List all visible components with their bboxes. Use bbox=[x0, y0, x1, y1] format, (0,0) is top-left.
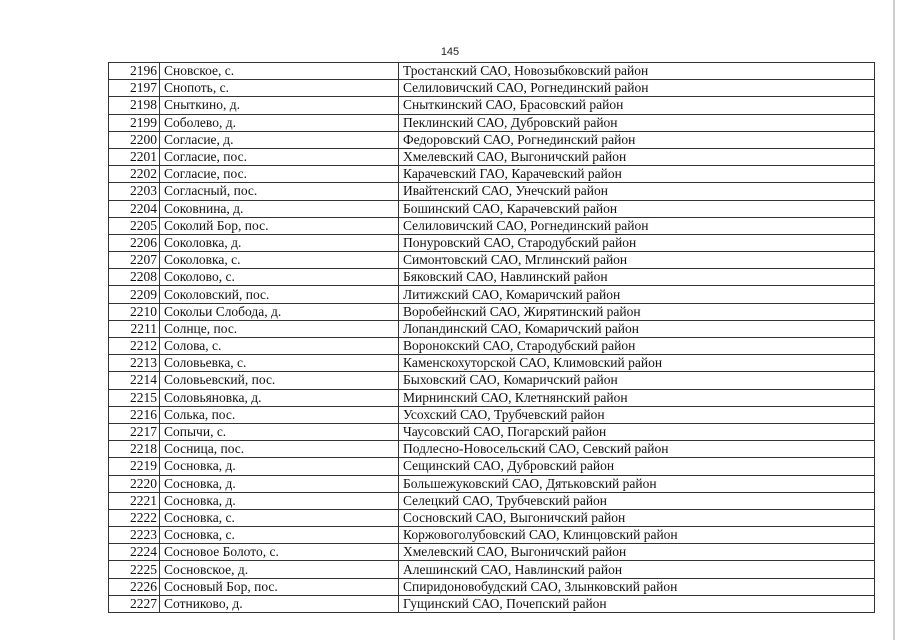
table-row bbox=[109, 286, 875, 303]
administrative-area-cell: Бяковский САО, Навлинский район bbox=[399, 269, 875, 286]
table-row bbox=[109, 595, 875, 612]
administrative-area-cell: Воробейнский САО, Жирятинский район bbox=[399, 303, 875, 320]
settlement-name-cell: Соболево, д. bbox=[160, 114, 399, 131]
table-row bbox=[109, 423, 875, 440]
table-row bbox=[109, 131, 875, 148]
table-row bbox=[109, 441, 875, 458]
row-number-cell: 2202 bbox=[109, 166, 160, 183]
administrative-area-cell: Сныткинский САО, Брасовский район bbox=[399, 97, 875, 114]
row-number-cell: 2226 bbox=[109, 578, 160, 595]
administrative-area-cell: Понуровский САО, Стародубский район bbox=[399, 234, 875, 251]
settlement-name-cell: Снопоть, с. bbox=[160, 80, 399, 97]
row-number-cell: 2200 bbox=[109, 131, 160, 148]
table-row bbox=[109, 148, 875, 165]
administrative-area-cell: Большежуковский САО, Дятьковский район bbox=[399, 475, 875, 492]
scan-edge-line bbox=[893, 0, 895, 640]
administrative-area-cell: Селиловичский САО, Рогнединский район bbox=[399, 217, 875, 234]
administrative-area-cell: Сосновский САО, Выгоничский район bbox=[399, 509, 875, 526]
administrative-area-cell: Карачевский ГАО, Карачевский район bbox=[399, 166, 875, 183]
row-number-cell: 2203 bbox=[109, 183, 160, 200]
row-number-cell: 2204 bbox=[109, 200, 160, 217]
table-row bbox=[109, 406, 875, 423]
row-number-cell: 2213 bbox=[109, 355, 160, 372]
administrative-area-cell: Коржовоголубовский САО, Клинцовский район bbox=[399, 527, 875, 544]
row-number-cell: 2214 bbox=[109, 372, 160, 389]
row-number-cell: 2209 bbox=[109, 286, 160, 303]
settlement-name-cell: Сосновый Бор, пос. bbox=[160, 578, 399, 595]
table-row bbox=[109, 372, 875, 389]
table-row bbox=[109, 338, 875, 355]
settlement-name-cell: Соловьяновка, д. bbox=[160, 389, 399, 406]
administrative-area-cell: Литижский САО, Комаричский район bbox=[399, 286, 875, 303]
table-row bbox=[109, 217, 875, 234]
administrative-area-cell: Федоровский САО, Рогнединский район bbox=[399, 131, 875, 148]
row-number-cell: 2225 bbox=[109, 561, 160, 578]
administrative-area-cell: Бошинский САО, Карачевский район bbox=[399, 200, 875, 217]
settlement-name-cell: Солова, с. bbox=[160, 338, 399, 355]
table-row bbox=[109, 63, 875, 80]
row-number-cell: 2217 bbox=[109, 423, 160, 440]
row-number-cell: 2222 bbox=[109, 509, 160, 526]
table-row bbox=[109, 114, 875, 131]
table-row bbox=[109, 389, 875, 406]
settlement-name-cell: Соколовка, с. bbox=[160, 252, 399, 269]
settlements-table-body bbox=[109, 63, 875, 613]
page-number: 145 bbox=[440, 46, 460, 58]
row-number-cell: 2212 bbox=[109, 338, 160, 355]
row-number-cell: 2227 bbox=[109, 595, 160, 612]
settlement-name-cell: Сосновка, д. bbox=[160, 458, 399, 475]
row-number-cell: 2208 bbox=[109, 269, 160, 286]
table-row bbox=[109, 303, 875, 320]
administrative-area-cell: Тростанский САО, Новозыбковский район bbox=[399, 63, 875, 80]
settlement-name-cell: Сосновое Болото, с. bbox=[160, 544, 399, 561]
settlement-name-cell: Соловьевка, с. bbox=[160, 355, 399, 372]
settlement-name-cell: Сосновское, д. bbox=[160, 561, 399, 578]
row-number-cell: 2218 bbox=[109, 441, 160, 458]
settlement-name-cell: Сосновка, с. bbox=[160, 509, 399, 526]
settlement-name-cell: Сосновка, д. bbox=[160, 492, 399, 509]
row-number-cell: 2224 bbox=[109, 544, 160, 561]
row-number-cell: 2207 bbox=[109, 252, 160, 269]
administrative-area-cell: Мирнинский САО, Клетнянский район bbox=[399, 389, 875, 406]
administrative-area-cell: Симонтовский САО, Мглинский район bbox=[399, 252, 875, 269]
settlement-name-cell: Сокольи Слобода, д. bbox=[160, 303, 399, 320]
settlement-name-cell: Согласие, пос. bbox=[160, 148, 399, 165]
administrative-area-cell: Ивайтенский САО, Унечский район bbox=[399, 183, 875, 200]
administrative-area-cell: Лопандинский САО, Комаричский район bbox=[399, 320, 875, 337]
settlement-name-cell: Сосновка, д. bbox=[160, 475, 399, 492]
settlement-name-cell: Солька, пос. bbox=[160, 406, 399, 423]
table-row bbox=[109, 561, 875, 578]
table-row bbox=[109, 269, 875, 286]
row-number-cell: 2216 bbox=[109, 406, 160, 423]
row-number-cell: 2206 bbox=[109, 234, 160, 251]
settlement-name-cell: Согласие, д. bbox=[160, 131, 399, 148]
table-row bbox=[109, 183, 875, 200]
settlement-name-cell: Соколий Бор, пос. bbox=[160, 217, 399, 234]
table-row bbox=[109, 97, 875, 114]
row-number-cell: 2210 bbox=[109, 303, 160, 320]
table-row bbox=[109, 80, 875, 97]
administrative-area-cell: Гущинский САО, Почепский район bbox=[399, 595, 875, 612]
settlement-name-cell: Сопычи, с. bbox=[160, 423, 399, 440]
row-number-cell: 2197 bbox=[109, 80, 160, 97]
administrative-area-cell: Каменскохуторской САО, Климовский район bbox=[399, 355, 875, 372]
table-row bbox=[109, 509, 875, 526]
table-row bbox=[109, 166, 875, 183]
settlement-name-cell: Сныткино, д. bbox=[160, 97, 399, 114]
administrative-area-cell: Селецкий САО, Трубчевский район bbox=[399, 492, 875, 509]
settlement-name-cell: Согласие, пос. bbox=[160, 166, 399, 183]
row-number-cell: 2211 bbox=[109, 320, 160, 337]
settlement-name-cell: Соколово, с. bbox=[160, 269, 399, 286]
settlement-name-cell: Соколовский, пос. bbox=[160, 286, 399, 303]
administrative-area-cell: Быховский САО, Комаричский район bbox=[399, 372, 875, 389]
table-row bbox=[109, 475, 875, 492]
row-number-cell: 2205 bbox=[109, 217, 160, 234]
settlement-name-cell: Сосновка, с. bbox=[160, 527, 399, 544]
settlement-name-cell: Соколовка, д. bbox=[160, 234, 399, 251]
settlement-name-cell: Сосница, пос. bbox=[160, 441, 399, 458]
table-row bbox=[109, 544, 875, 561]
administrative-area-cell: Чаусовский САО, Погарский район bbox=[399, 423, 875, 440]
table-row bbox=[109, 355, 875, 372]
administrative-area-cell: Пеклинский САО, Дубровский район bbox=[399, 114, 875, 131]
table-row bbox=[109, 578, 875, 595]
row-number-cell: 2221 bbox=[109, 492, 160, 509]
settlement-name-cell: Сотниково, д. bbox=[160, 595, 399, 612]
administrative-area-cell: Хмелевский САО, Выгоничский район bbox=[399, 148, 875, 165]
row-number-cell: 2201 bbox=[109, 148, 160, 165]
administrative-area-cell: Спиридоновобудский САО, Злынковский район bbox=[399, 578, 875, 595]
table-row bbox=[109, 458, 875, 475]
settlement-name-cell: Солнце, пос. bbox=[160, 320, 399, 337]
administrative-area-cell: Подлесно-Новосельский САО, Севский район bbox=[399, 441, 875, 458]
settlement-name-cell: Соковнина, д. bbox=[160, 200, 399, 217]
table-row bbox=[109, 252, 875, 269]
administrative-area-cell: Селиловичский САО, Рогнединский район bbox=[399, 80, 875, 97]
table-row bbox=[109, 200, 875, 217]
administrative-area-cell: Сещинский САО, Дубровский район bbox=[399, 458, 875, 475]
row-number-cell: 2220 bbox=[109, 475, 160, 492]
row-number-cell: 2199 bbox=[109, 114, 160, 131]
table-row bbox=[109, 234, 875, 251]
row-number-cell: 2223 bbox=[109, 527, 160, 544]
settlement-name-cell: Сновское, с. bbox=[160, 63, 399, 80]
administrative-area-cell: Алешинский САО, Навлинский район bbox=[399, 561, 875, 578]
row-number-cell: 2198 bbox=[109, 97, 160, 114]
row-number-cell: 2196 bbox=[109, 63, 160, 80]
table-row bbox=[109, 320, 875, 337]
settlement-name-cell: Согласный, пос. bbox=[160, 183, 399, 200]
row-number-cell: 2219 bbox=[109, 458, 160, 475]
table-row bbox=[109, 527, 875, 544]
administrative-area-cell: Хмелевский САО, Выгоничский район bbox=[399, 544, 875, 561]
administrative-area-cell: Воронокский САО, Стародубский район bbox=[399, 338, 875, 355]
row-number-cell: 2215 bbox=[109, 389, 160, 406]
table-row bbox=[109, 492, 875, 509]
administrative-area-cell: Усохский САО, Трубчевский район bbox=[399, 406, 875, 423]
settlement-name-cell: Соловьевский, пос. bbox=[160, 372, 399, 389]
settlements-table bbox=[108, 62, 875, 613]
